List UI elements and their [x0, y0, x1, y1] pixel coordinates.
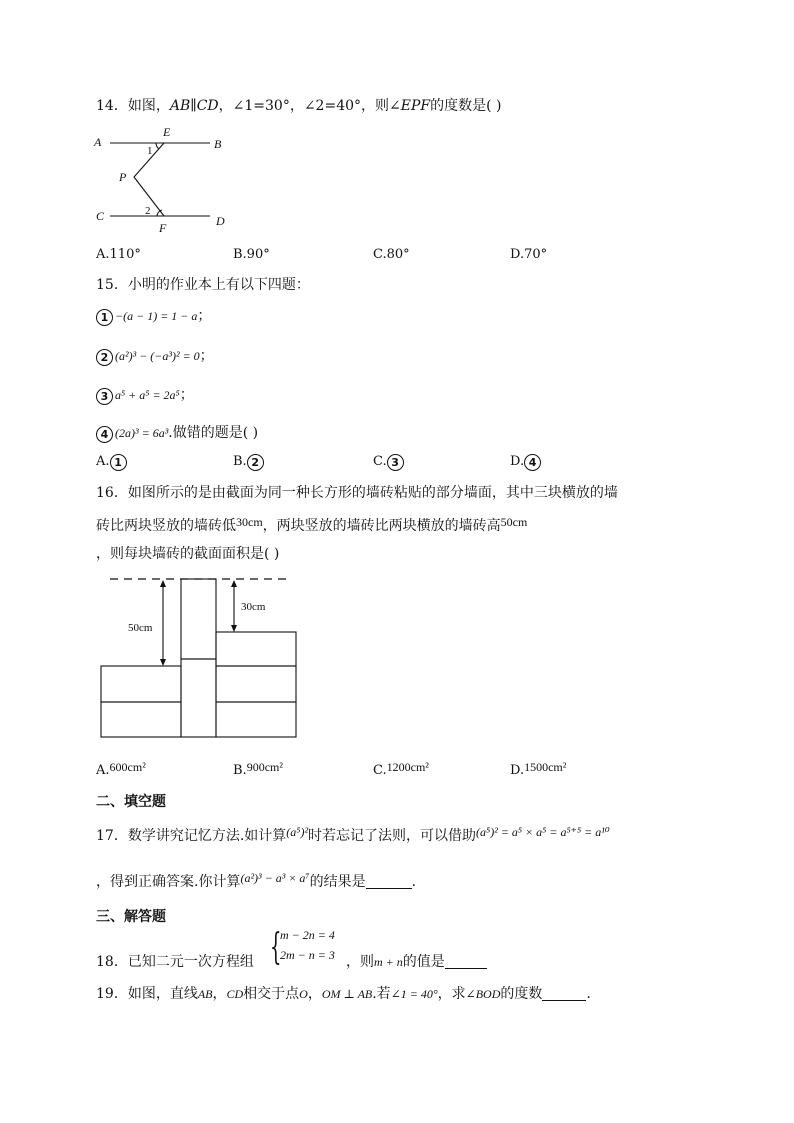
q16-option-b[interactable]: B.900cm²	[233, 760, 283, 778]
q18-stem-tail: ，则m + n的值是	[346, 952, 487, 972]
section-heading-fill-in: 二、填空题	[96, 794, 166, 810]
q15-option-d[interactable]: D. 4	[510, 454, 543, 471]
q15-option-b[interactable]: B. 2	[233, 454, 266, 471]
label-e: E	[163, 125, 171, 139]
q15-item2: 2 (a²)³ − (−a³)² = 0；	[96, 346, 214, 366]
answer-blank[interactable]	[445, 954, 487, 969]
q14-stem: 14．如图，AB∥CD，∠1=30°，∠2=40°，则∠EPF的度数是( )	[96, 98, 502, 114]
label-p: P	[119, 170, 127, 184]
horizontal-brick-left-1	[101, 666, 181, 702]
q16-option-c[interactable]: C.1200cm²	[373, 760, 429, 778]
arrowhead-icon	[231, 580, 237, 587]
arrowhead-icon	[160, 659, 166, 666]
horizontal-brick-right-2	[216, 666, 296, 702]
label-d: D	[216, 214, 225, 228]
horizontal-brick-left-2	[101, 702, 181, 737]
section-heading-solve: 三、解答题	[96, 909, 166, 925]
circled-number-3: 3	[387, 454, 404, 471]
circled-number-2: 2	[247, 454, 264, 471]
angle1-arc	[156, 143, 159, 149]
brace-icon: {	[270, 927, 282, 968]
q16-option-d[interactable]: D.1500cm²	[510, 760, 567, 778]
circled-number-4: 4	[524, 454, 541, 471]
arrowhead-icon	[231, 625, 237, 632]
q16-option-a[interactable]: A.600cm²	[96, 760, 146, 778]
q15-stem: 15．小明的作业本上有以下四题：	[96, 277, 310, 293]
q14-figure	[92, 122, 242, 237]
vertical-brick-bottom	[181, 659, 216, 737]
horizontal-brick-right-1	[216, 632, 296, 666]
q15-item1: 1 −(a − 1) = 1 − a；	[96, 306, 211, 326]
label-50cm: 50cm	[128, 622, 153, 634]
q17-line1: 17．数学讲究记忆方法.如计算(a⁵)²时若忘记了法则，可以借助(a⁵)² = a⁵ × a⁵ = a⁵⁺⁵ = a¹⁰	[96, 825, 610, 844]
circled-number-4: 4	[96, 426, 113, 443]
q18-stem: 18．已知二元一次方程组	[96, 954, 254, 970]
q16-line1: 16．如图所示的是由截面为同一种长方形的墙砖粘贴的部分墙面，其中三块横放的墙	[96, 485, 618, 501]
q15-option-c[interactable]: C. 3	[373, 454, 406, 471]
answer-blank[interactable]	[366, 874, 412, 889]
label-b: B	[214, 137, 222, 151]
label-30cm: 30cm	[241, 601, 266, 613]
label-angle1: 1	[147, 145, 153, 157]
q17-line2: ，得到正确答案.你计算(a²)³ − a³ × a⁷的结果是 .	[96, 871, 417, 890]
circled-number-1: 1	[110, 454, 127, 471]
q14-option-c[interactable]: C.80°	[373, 247, 410, 262]
label-c: C	[96, 209, 105, 223]
circled-number-1: 1	[96, 309, 113, 326]
q19-stem: 19．如图，直线AB，CD相交于点O，OM ⊥ AB.若∠1 = 40°，求∠BOD的度数 .	[96, 986, 591, 1002]
q14-option-a[interactable]: A.110°	[96, 247, 141, 262]
q15-item4: 4 (2a)³ = 6a³.做错的题是( )	[96, 423, 258, 443]
q15-option-a[interactable]: A. 1	[96, 454, 129, 471]
q16-figure	[96, 572, 306, 742]
horizontal-brick-right-3	[216, 702, 296, 737]
answer-blank[interactable]	[542, 986, 586, 1001]
label-a: A	[94, 135, 102, 149]
q16-line3: ，则每块墙砖的截面面积是( )	[96, 546, 280, 562]
label-angle2: 2	[145, 205, 151, 217]
vertical-brick-top	[181, 579, 216, 659]
arrowhead-icon	[160, 580, 166, 587]
circled-number-2: 2	[96, 349, 113, 366]
q14-option-d[interactable]: D.70°	[510, 247, 548, 262]
circled-number-3: 3	[96, 388, 113, 405]
q14-option-b[interactable]: B.90°	[233, 247, 270, 262]
q15-item3: 3 a⁵ + a⁵ = 2a⁵；	[96, 385, 194, 405]
q16-line2: 砖比两块竖放的墙砖低30cm，两块竖放的墙砖比两块横放的墙砖高50cm	[96, 515, 528, 534]
label-f: F	[159, 221, 167, 235]
